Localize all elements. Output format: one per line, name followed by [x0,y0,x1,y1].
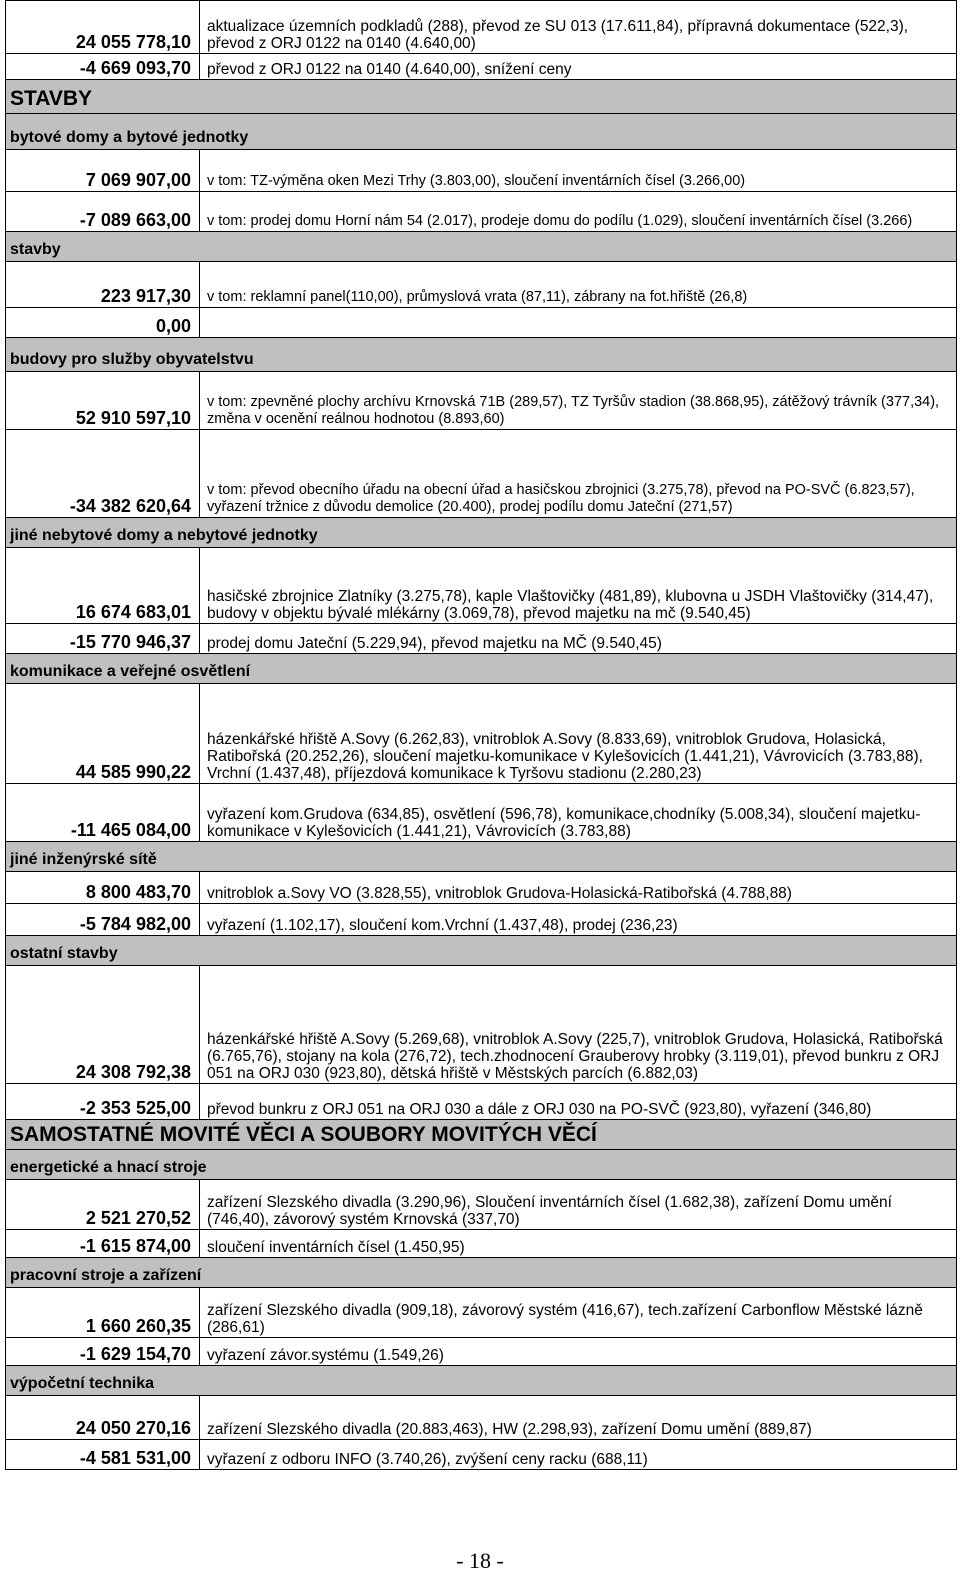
subsection-title: pracovní stroje a zařízení [6,1258,957,1288]
amount-row [6,1180,957,1230]
amount-row [6,150,957,192]
amount-row [6,262,957,308]
amount-description: házenkářské hřiště A.Sovy (6.262,83), vnitroblok A.Sovy (8.833,69), vnitroblok Grudova, Holasická, Ratibořská (20.252,26), sloučení majetku-komunikace v Kylešovicích (1.441,21), Vávrovicích (3.783,88), Vrchní (1.437,48), příjezdová komunikace k Tyršovu stadionu (2.280,23) [200,684,957,784]
subsection-title: bytové domy a bytové jednotky [6,114,957,150]
section-title: SAMOSTATNÉ MOVITÉ VĚCI A SOUBORY MOVITÝCH VĚCÍ [6,1120,957,1150]
amount-value: 2 521 270,52 [6,1180,200,1230]
amount-row [6,872,957,904]
amount-value: 8 800 483,70 [6,872,200,904]
subsection-header [6,936,957,966]
amount-row [6,1288,957,1338]
subsection-title: energetické a hnací stroje [6,1150,957,1180]
page-number: - 18 - [456,1548,504,1573]
section-header [6,1120,957,1150]
amount-description: zařízení Slezského divadla (3.290,96), Sloučení inventárních čísel (1.682,38), zařízení Domu umění (746,40), závorový systém Krnovská (337,70) [200,1180,957,1230]
amount-value: -4 669 093,70 [6,54,200,80]
subsection-title: jiné inženýrské sítě [6,842,957,872]
amount-value: 44 585 990,22 [6,684,200,784]
subsection-header [6,232,957,262]
amount-value: -4 581 531,00 [6,1440,200,1470]
subsection-header [6,114,957,150]
amount-description: aktualizace územních podkladů (288), převod ze SU 013 (17.611,84), přípravná dokumentace (522,3), převod z ORJ 0122 na 0140 (4.640,00) [200,1,957,54]
amount-description: vyřazení z odboru INFO (3.740,26), zvýšení ceny racku (688,11) [200,1440,957,1470]
amount-value: -7 089 663,00 [6,192,200,232]
amount-description: hasičské zbrojnice Zlatníky (3.275,78), kaple Vlaštovičky (481,89), klubovna u JSDH Vlaštovičky (314,47), budovy v objektu bývalé mlékárny (3.069,78), převod majetku na mč (9.540,45) [200,548,957,624]
amount-description: házenkářské hřiště A.Sovy (5.269,68), vnitroblok A.Sovy (225,7), vnitroblok Grudova, Holasická, Ratibořská (6.765,76), stojany na kola (276,72), tech.zhodnocení Grauberovy hrobky (3.119,01), převod bunkru z ORJ 051 na ORJ 030 (923,80), dětská hřiště v Městských parcích (6.882,03) [200,966,957,1084]
amount-value: -2 353 525,00 [6,1084,200,1120]
amount-row [6,1338,957,1366]
amount-row [6,966,957,1084]
subsection-title: výpočetní technika [6,1366,957,1396]
amount-row [6,192,957,232]
amount-value: 24 055 778,10 [6,1,200,54]
subsection-header [6,518,957,548]
amount-value: 24 308 792,38 [6,966,200,1084]
amount-row [6,904,957,936]
amount-description: vyřazení závor.systému (1.549,26) [200,1338,957,1366]
amount-description: zařízení Slezského divadla (909,18), závorový systém (416,67), tech.zařízení Carbonflow Městské lázně (286,61) [200,1288,957,1338]
subsection-title: jiné nebytové domy a nebytové jednotky [6,518,957,548]
subsection-title: stavby [6,232,957,262]
subsection-title: komunikace a veřejné osvětlení [6,654,957,684]
amount-value: -15 770 946,37 [6,624,200,654]
amount-row [6,784,957,842]
amount-description: vnitroblok a.Sovy VO (3.828,55), vnitroblok Grudova-Holasická-Ratibořská (4.788,88) [200,872,957,904]
amount-row [6,372,957,430]
amount-row [6,624,957,654]
section-title: STAVBY [6,80,957,114]
amount-description: sloučení inventárních čísel (1.450,95) [200,1230,957,1258]
amount-row [6,430,957,518]
subsection-header [6,1150,957,1180]
amount-row [6,1,957,54]
amount-value: -1 615 874,00 [6,1230,200,1258]
subsection-header [6,654,957,684]
amount-value: -1 629 154,70 [6,1338,200,1366]
subsection-title: ostatní stavby [6,936,957,966]
amount-value: 223 917,30 [6,262,200,308]
amount-row [6,308,957,338]
subsection-header [6,1366,957,1396]
amount-value: 24 050 270,16 [6,1396,200,1440]
amount-value: 1 660 260,35 [6,1288,200,1338]
amount-value: 52 910 597,10 [6,372,200,430]
amount-row [6,1230,957,1258]
amount-value: -11 465 084,00 [6,784,200,842]
amount-value: -34 382 620,64 [6,430,200,518]
amount-description: v tom: převod obecního úřadu na obecní úřad a hasičskou zbrojnici (3.275,78), převod na PO-SVČ (6.823,57), vyřazení tržnice z důvodu demolice (20.400), prodej podílu domu Jateční (271,57) [200,430,957,518]
subsection-title: budovy pro služby obyvatelstvu [6,338,957,372]
amount-row [6,1396,957,1440]
amount-value: -5 784 982,00 [6,904,200,936]
amount-description: v tom: TZ-výměna oken Mezi Trhy (3.803,00), sloučení inventárních čísel (3.266,00) [200,150,957,192]
subsection-header [6,842,957,872]
section-header [6,80,957,114]
amount-row [6,1440,957,1470]
amount-description [200,308,957,338]
amount-description: v tom: reklamní panel(110,00), průmyslová vrata (87,11), zábrany na fot.hřiště (26,8) [200,262,957,308]
amount-row [6,684,957,784]
amount-row [6,1084,957,1120]
subsection-header [6,1258,957,1288]
amount-description: převod bunkru z ORJ 051 na ORJ 030 a dále z ORJ 030 na PO-SVČ (923,80), vyřazení (346,80) [200,1084,957,1120]
amount-row [6,54,957,80]
amount-description: v tom: zpevněné plochy archívu Krnovská 71B (289,57), TZ Tyršův stadion (38.868,95), zátěžový trávník (377,34), změna v ocenění reálnou hodnotou (8.893,60) [200,372,957,430]
inventory-changes-table [5,0,957,1470]
amount-value: 0,00 [6,308,200,338]
subsection-header [6,338,957,372]
amount-value: 16 674 683,01 [6,548,200,624]
amount-description: prodej domu Jateční (5.229,94), převod majetku na MČ (9.540,45) [200,624,957,654]
amount-value: 7 069 907,00 [6,150,200,192]
amount-description: převod z ORJ 0122 na 0140 (4.640,00), snížení ceny [200,54,957,80]
amount-description: v tom: prodej domu Horní nám 54 (2.017), prodeje domu do podílu (1.029), sloučení inventárních čísel (3.266) [200,192,957,232]
amount-description: zařízení Slezského divadla (20.883,463), HW (2.298,93), zařízení Domu umění (889,87) [200,1396,957,1440]
amount-description: vyřazení (1.102,17), sloučení kom.Vrchní (1.437,48), prodej (236,23) [200,904,957,936]
amount-description: vyřazení kom.Grudova (634,85), osvětlení (596,78), komunikace,chodníky (5.008,34), sloučení majetku-komunikace v Kylešovicích (1.441,21), Vávrovicích (3.783,88) [200,784,957,842]
amount-row [6,548,957,624]
